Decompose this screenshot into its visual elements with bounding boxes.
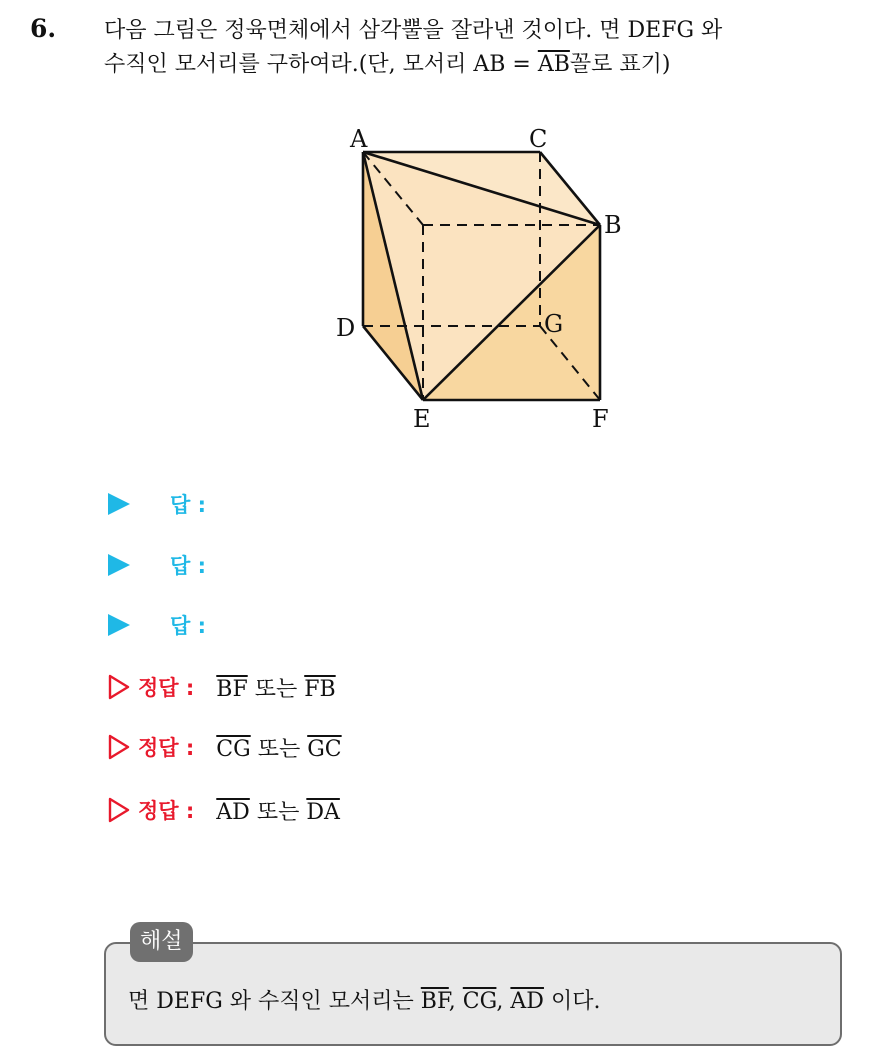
segment-notation: $\overline{AD}$: [510, 989, 544, 1014]
correct-answer-value: [216, 732, 341, 763]
correct-answer-label: 정답 :: [138, 736, 195, 760]
correct-answer-label: 정답 :: [138, 799, 195, 823]
separator: ,: [448, 989, 463, 1014]
play-arrow-icon: [108, 614, 130, 636]
cube-figure: [330, 118, 630, 442]
answer-label: 답 :: [170, 554, 206, 578]
question-line-2-post: 꼴로 표기): [569, 52, 671, 77]
correct-answer-row-1: [108, 667, 336, 707]
vertex-label-d: D: [336, 314, 356, 342]
segment-notation: $\overline{FB}$: [304, 676, 336, 702]
separator: ,: [496, 989, 511, 1014]
correct-answer-row-2: [108, 727, 342, 767]
vertex-label-b: B: [604, 211, 622, 239]
question-line-2: [104, 48, 864, 82]
vertex-label-e: E: [413, 405, 431, 433]
play-arrow-icon: [108, 493, 130, 515]
segment-notation: $\overline{AB}$: [537, 52, 570, 77]
or-text: 또는: [256, 799, 300, 825]
segment-notation: $\overline{CG}$: [462, 989, 497, 1014]
explanation-tag: 해설: [130, 922, 193, 962]
play-arrow-icon: [108, 554, 130, 576]
outline-triangle-icon: [108, 674, 130, 700]
segment-notation: $\overline{AD}$: [216, 799, 250, 825]
vertex-label-c: C: [529, 125, 548, 153]
segment-notation: $\overline{BF}$: [216, 676, 248, 702]
answer-row-3: [108, 605, 206, 645]
answer-label: 답 :: [170, 614, 206, 638]
answer-row-2: [108, 545, 206, 585]
question-line-2-pre: 수직인 모서리를 구하여라.(단, 모서리 AB =: [104, 52, 538, 77]
or-text: 또는: [254, 676, 298, 702]
explanation-post: 이다.: [543, 989, 601, 1014]
segment-notation: $\overline{GC}$: [307, 736, 342, 762]
cube-diagram: [330, 118, 630, 438]
outline-triangle-icon: [108, 797, 130, 823]
correct-answer-value: [216, 672, 335, 703]
or-text: 또는: [257, 736, 301, 762]
answer-row-1: [108, 484, 206, 524]
segment-notation: $\overline{DA}$: [306, 799, 340, 825]
vertex-label-a: A: [350, 125, 368, 153]
correct-answer-label: 정답 :: [138, 676, 195, 700]
question-line-1: 다음 그림은 정육면체에서 삼각뿔을 잘라낸 것이다. 면 DEFG 와: [104, 18, 723, 43]
vertex-label-g: G: [544, 310, 564, 338]
outline-triangle-icon: [108, 734, 130, 760]
segment-notation: $\overline{CG}$: [216, 736, 251, 762]
vertex-label-f: F: [592, 405, 609, 433]
question-number: 6.: [30, 14, 57, 43]
explanation-text: [128, 984, 600, 1015]
segment-notation: $\overline{BF}$: [420, 989, 449, 1014]
explanation-pre: 면 DEFG 와 수직인 모서리는: [128, 989, 421, 1014]
correct-answer-value: [216, 795, 340, 826]
correct-answer-row-3: [108, 790, 340, 830]
answer-label: 답 :: [170, 493, 206, 517]
question-text: [104, 14, 864, 82]
